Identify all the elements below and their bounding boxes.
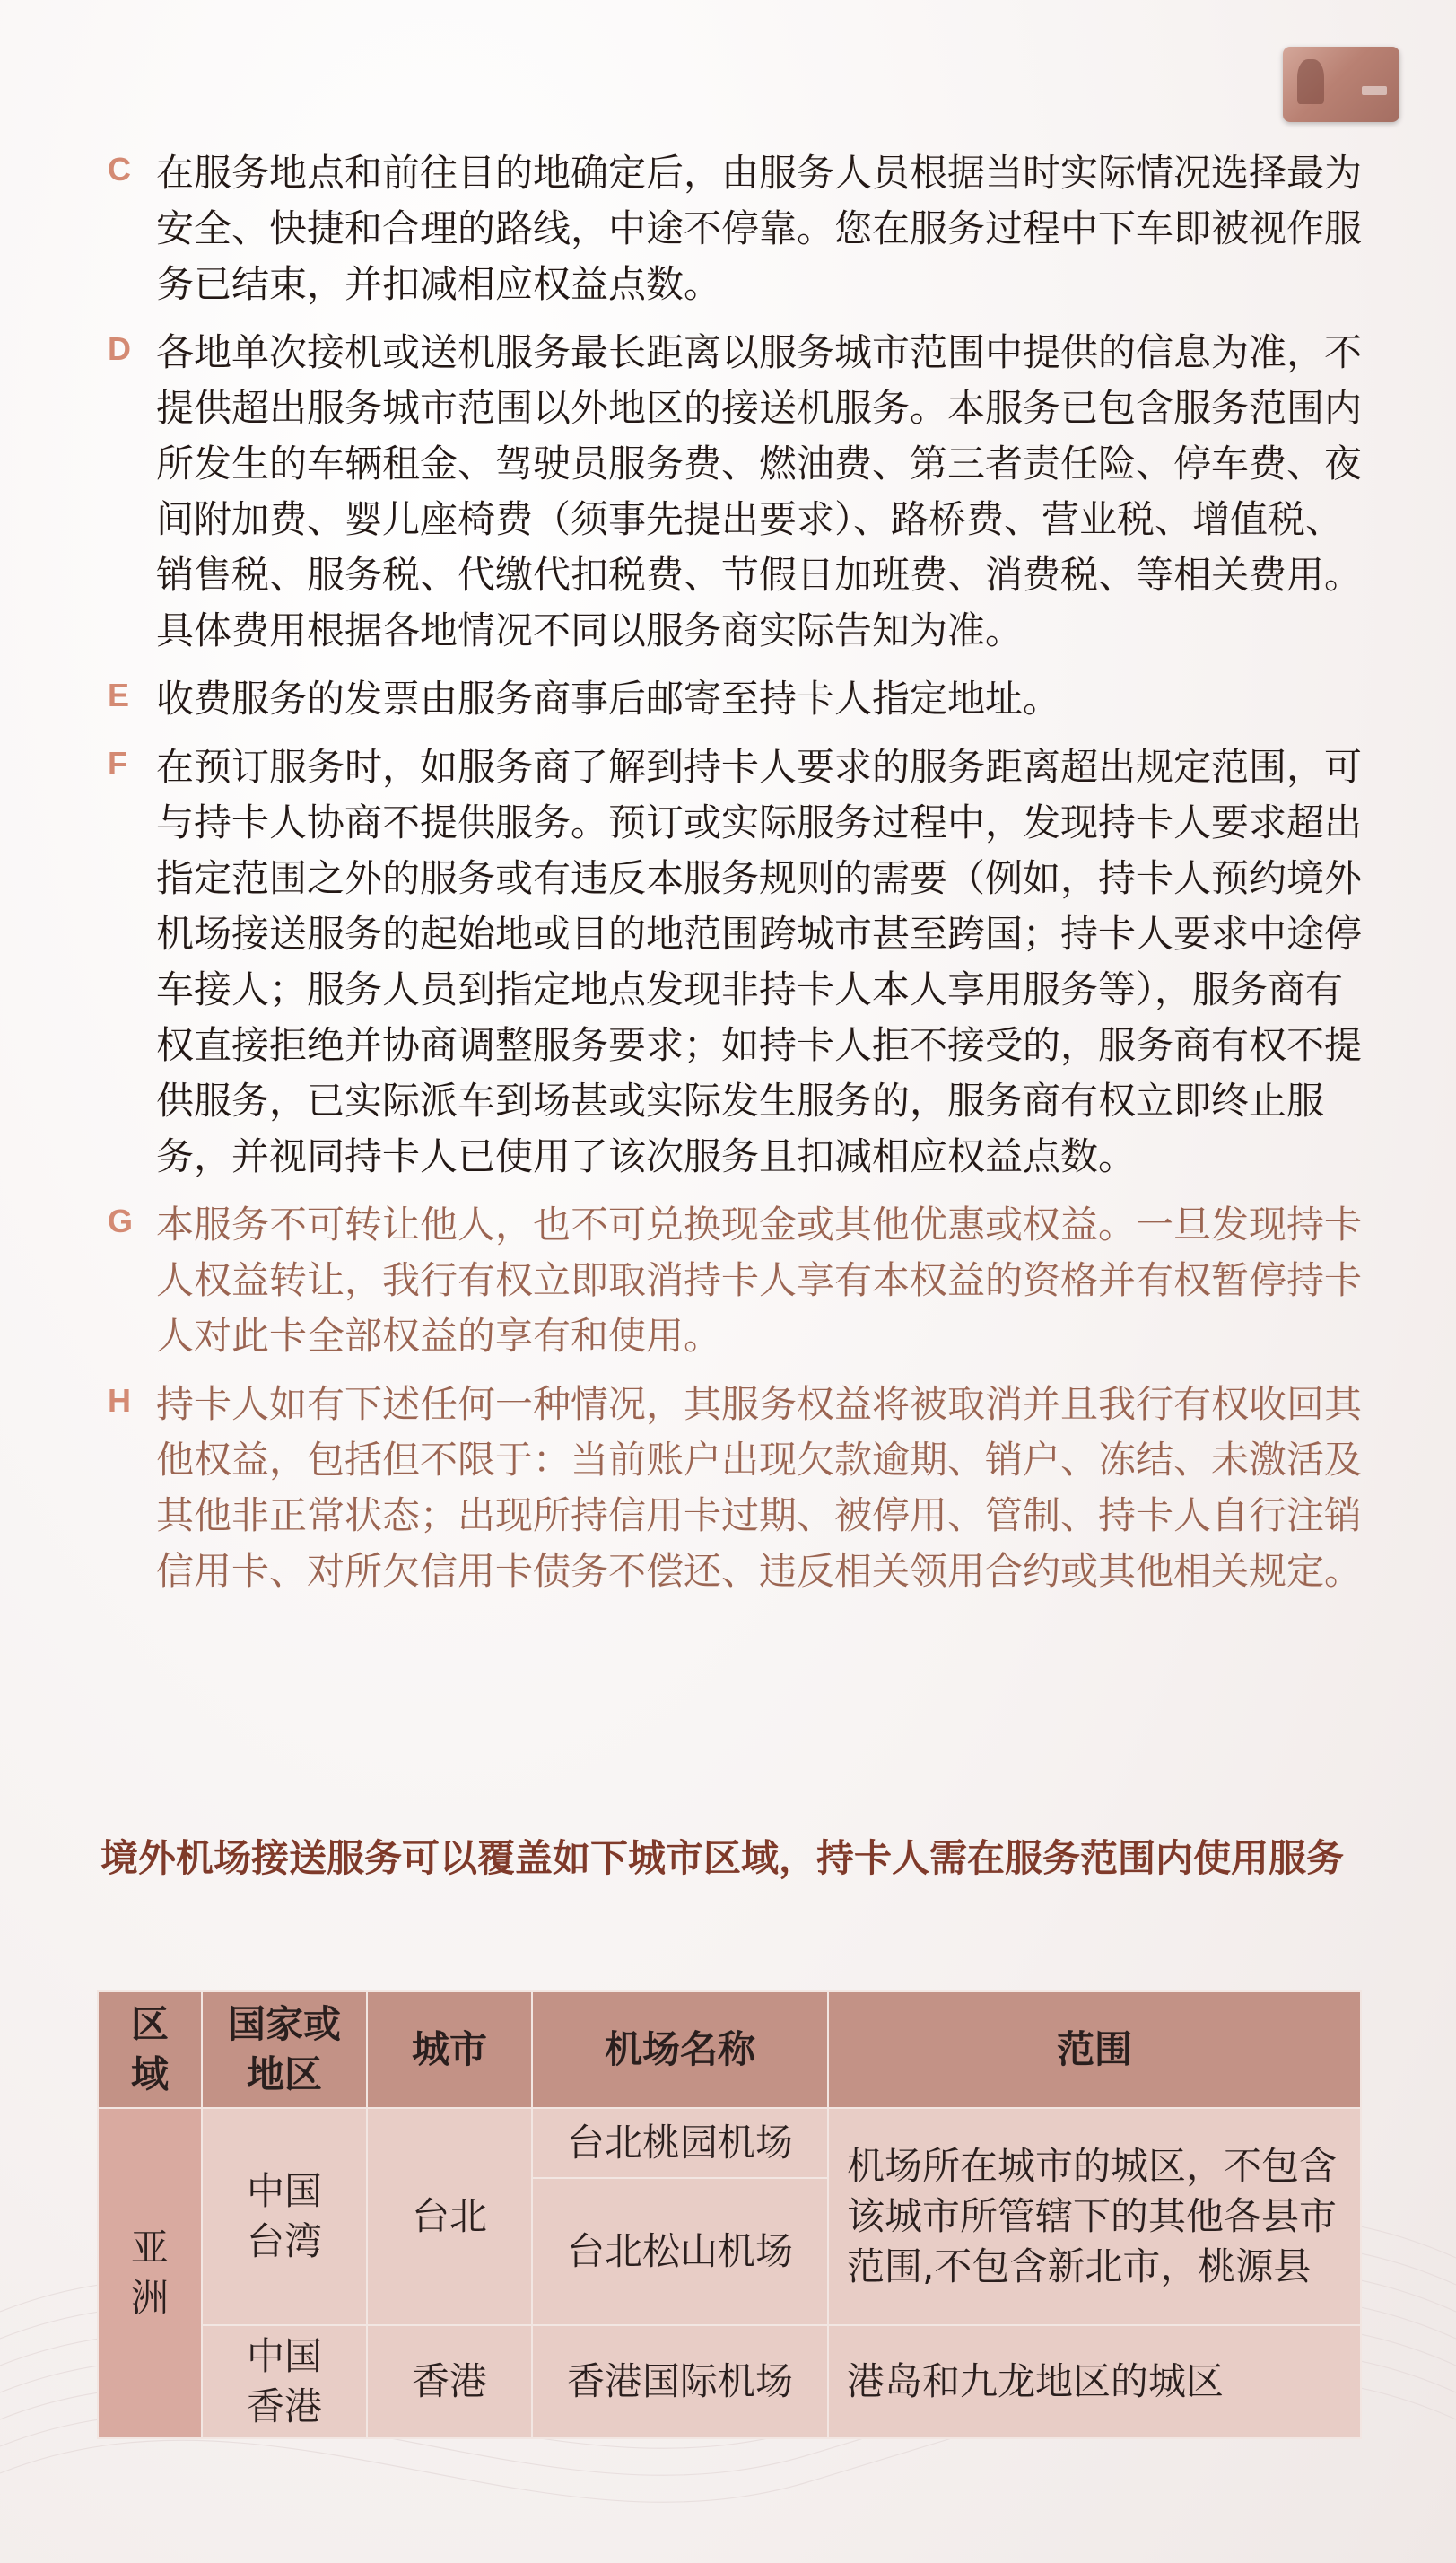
item-letter: H (108, 1382, 131, 1419)
card-chip-icon (1362, 86, 1387, 95)
table-row (98, 2325, 1361, 2438)
credit-card-thumbnail (1283, 47, 1399, 122)
country-cell: 中国香港 (202, 2325, 367, 2438)
table-row (98, 2108, 1361, 2178)
airport-cell: 香港国际机场 (532, 2325, 828, 2438)
terms-item-h (108, 1377, 1364, 1599)
terms-item-d (108, 325, 1364, 659)
item-letter: F (108, 745, 127, 782)
item-text: 在服务地点和前往目的地确定后，由服务人员根据当时实际情况选择最为安全、快捷和合理的路线，中途不停靠。您在服务过程中下车即被视作服务已结束，并扣减相应权益点数。 (156, 151, 1363, 306)
terms-list (108, 145, 1364, 1612)
card-portrait-icon (1297, 59, 1324, 104)
item-letter: C (108, 151, 131, 188)
header-city: 城市 (367, 1991, 532, 2108)
city-cell: 台北 (367, 2108, 532, 2325)
country-cell: 中国台湾 (202, 2108, 367, 2325)
scope-cell: 港岛和九龙地区的城区 (828, 2325, 1361, 2438)
region-cell: 亚洲 (98, 2108, 202, 2438)
terms-item-c (108, 145, 1364, 312)
item-text: 持卡人如有下述任何一种情况，其服务权益将被取消并且我行有权收回其他权益，包括但不限于：当前账户出现欠款逾期、销户、冻结、未激活及其他非正常状态；出现所持信用卡过期、被停用、管制、持卡人自行注销信用卡、对所欠信用卡债务不偿还、违反相关领用合约或其他相关规定。 (156, 1382, 1363, 1593)
item-letter: G (108, 1203, 134, 1239)
header-region: 区域 (98, 1991, 202, 2108)
terms-item-f (108, 739, 1364, 1185)
airport-cell: 台北桃园机场 (532, 2108, 828, 2178)
scope-cell: 机场所在城市的城区，不包含该城市所管辖下的其他各县市范围,不包含新北市，桃源县 (828, 2108, 1361, 2325)
header-airport: 机场名称 (532, 1991, 828, 2108)
header-country: 国家或地区 (202, 1991, 367, 2108)
item-text: 各地单次接机或送机服务最长距离以服务城市范围中提供的信息为准，不提供超出服务城市范围以外地区的接送机服务。本服务已包含服务范围内所发生的车辆租金、驾驶员服务费、燃油费、第三者责任险、停车费、夜间附加费、婴儿座椅费（须事先提出要求）、路桥费、营业税、增值税、销售税、服务税、代缴代扣税费、节假日加班费、消费税、等相关费用。具体费用根据各地情况不同以服务商实际告知为准。 (156, 330, 1363, 652)
table-header-row (98, 1991, 1361, 2108)
city-cell: 香港 (367, 2325, 532, 2438)
item-letter: D (108, 330, 131, 367)
terms-item-g (108, 1197, 1364, 1364)
coverage-heading: 境外机场接送服务可以覆盖如下城市区域，持卡人需在服务范围内使用服务 (100, 1836, 1345, 1880)
card-brand-logo (1362, 56, 1389, 83)
item-text: 收费服务的发票由服务商事后邮寄至持卡人指定地址。 (156, 677, 1061, 721)
coverage-table (97, 1990, 1362, 2439)
airport-cell: 台北松山机场 (532, 2178, 828, 2325)
item-text: 本服务不可转让他人，也不可兑换现金或其他优惠或权益。一旦发现持卡人权益转让，我行有权立即取消持卡人享有本权益的资格并有权暂停持卡人对此卡全部权益的享有和使用。 (156, 1203, 1363, 1358)
item-letter: E (108, 677, 130, 713)
header-scope: 范围 (828, 1991, 1361, 2108)
terms-item-e (108, 671, 1364, 727)
item-text: 在预订服务时，如服务商了解到持卡人要求的服务距离超出规定范围，可与持卡人协商不提供服务。预订或实际服务过程中，发现持卡人要求超出指定范围之外的服务或有违反本服务规则的需要（例如，持卡人预约境外机场接送服务的起始地或目的地范围跨城市甚至跨国；持卡人要求中途停车接人；服务人员到指定地点发现非持卡人本人享用服务等），服务商有权直接拒绝并协商调整服务要求；如持卡人拒不接受的，服务商有权不提供服务，已实际派车到场甚或实际发生服务的，服务商有权立即终止服务，并视同持卡人已使用了该次服务且扣减相应权益点数。 (156, 745, 1363, 1178)
